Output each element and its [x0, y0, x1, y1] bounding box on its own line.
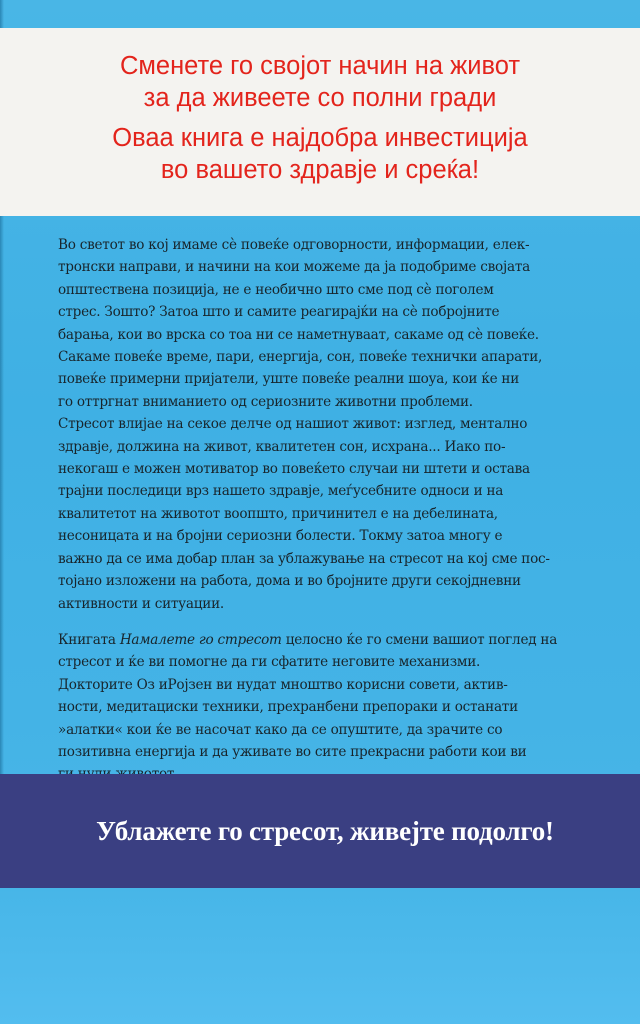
text-line: Стресот влијае на секое делче од нашиот живот: изглед, ментално: [58, 416, 528, 433]
text-line: некогаш е можен мотиватор во повеќето случаи ни штети и остава: [58, 461, 530, 478]
lower-blue-area: [0, 888, 640, 1024]
text-line: стресот и ќе ви помогне да ги сфатите неговите механизми.: [58, 654, 481, 671]
text-line: несоницата и на бројни сериозни болести. Токму затоа многу е: [58, 528, 503, 545]
header-line-1: Сменете го својот начин на живот: [119, 52, 521, 80]
text-line: барања, кои во врска со тоа ни се наметнуваат, сакаме од сè повеќе.: [58, 326, 539, 343]
text-line: Во светот во кој имаме сè повеќе одговорности, информации, елек-: [58, 237, 530, 253]
text-line: Сакаме повеќе време, пари, енергија, сон, повеќе технички апарати,: [58, 349, 543, 366]
header-band: [0, 28, 640, 216]
description-text: [58, 234, 628, 786]
text-line: важно да се има добар план за ублажување на стресот на кој сме пос-: [58, 550, 550, 567]
text-line: општествена позиција, не е необично што сме под сè поголем: [58, 281, 494, 298]
text-line: повеќе примерни пријатели, уште повеќе реални шоуа, кои ќе ни: [58, 371, 520, 388]
header-line-2: за да живеете со полни гради: [143, 84, 497, 112]
text-line: стрес. Зошто? Затоа што и самите реагирајќи на сè побројните: [58, 304, 500, 321]
text-line: »алатки« кои ќе ве насочат како да се опуштите, да зрачите со: [58, 721, 503, 738]
footer-slogan: Ублажете го стресот, живејте подолго!: [96, 815, 554, 846]
text-line: квалитетот на животот воопшто, причинител е на дебелината,: [58, 505, 498, 522]
text-line: здравје, должина на живот, квалитетен сон, исхрана... Иако по-: [58, 438, 506, 455]
header-line-3: Оваа книга е најдобра инвестиција: [112, 124, 528, 152]
text-fragment: Книгата: [58, 631, 120, 648]
text-line: тронски направи, и начини на кои можеме да ја подобриме својата: [58, 259, 530, 276]
text-line: позитивна енергија и да уживате во сите прекрасни работи кои ви: [58, 743, 527, 760]
text-line: ности, медитациски техники, прехранбени препораки и останати: [58, 699, 518, 716]
header-tagline-group: [0, 122, 640, 186]
text-line: го оттргнат вниманието од сериозните животни проблеми.: [58, 393, 473, 410]
header-slogan-group: [0, 50, 640, 114]
text-line: трајни последици врз нашето здравје, меѓусебните односи и на: [58, 483, 504, 500]
text-line: Докторите Оз иРојзен ви нудат мноштво корисни совети, актив-: [58, 676, 508, 693]
paragraph-gap: [58, 615, 628, 629]
description-paragraph-2: [58, 629, 628, 786]
text-line: тојано изложени на работа, дома и во бројните други секојдневни: [58, 573, 521, 590]
header-line-4: во вашето здравје и среќа!: [160, 156, 480, 184]
text-line: [58, 629, 628, 651]
text-line: активности и ситуации.: [58, 595, 224, 612]
book-title-italic: Намалете го стресот: [119, 631, 282, 648]
text-fragment: целосно ќе го смени вашиот поглед на: [281, 631, 558, 648]
description-paragraph-1: [58, 234, 628, 615]
slogan-band: [0, 774, 640, 888]
